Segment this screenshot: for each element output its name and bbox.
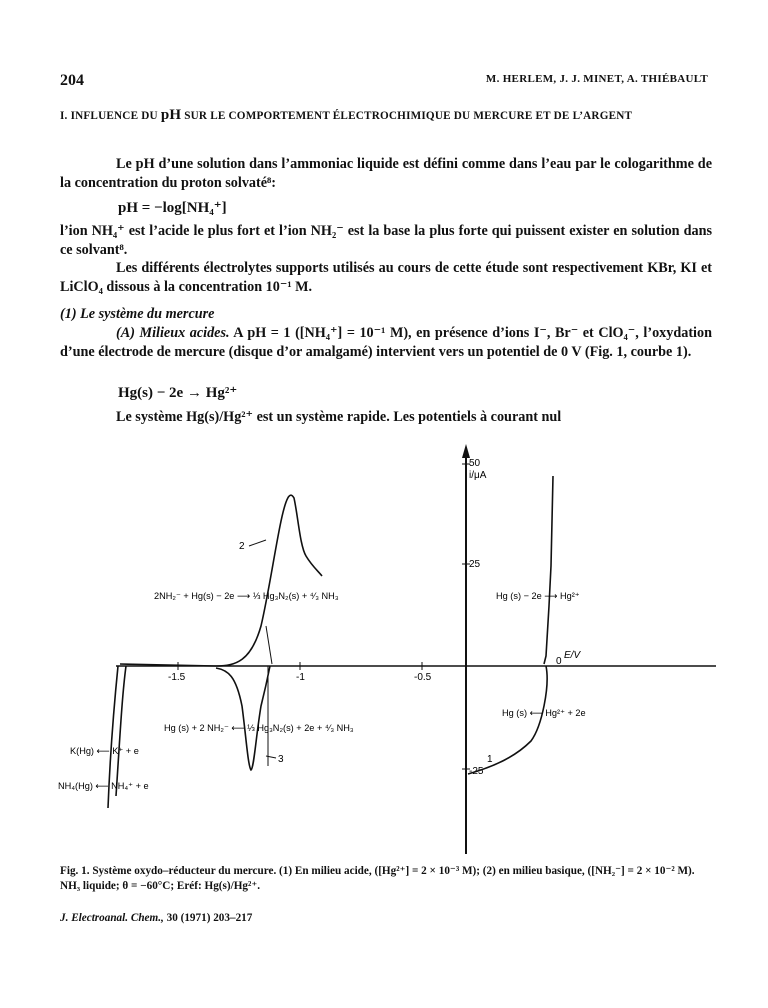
journal-ref: 30 (1971) 203–217 <box>163 912 253 924</box>
section-heading <box>60 108 710 124</box>
body-text: A pH = 1 ([NH₄⁺] = 10⁻¹ M), en présence d’ions I⁻, Br⁻ et ClO₄⁻, l’oxydation d’une électrode de mercure (disque d’or amalgamé) intervient vers un potentiel de 0 V (Fig. 1, courbe 1). <box>60 325 712 360</box>
paragraph-acid-media <box>60 324 712 362</box>
equation-ph: pH = −log[NH₄⁺] <box>118 200 227 216</box>
subsection-title: (1) Le système du mercure <box>60 306 215 322</box>
paragraph-fast-system <box>60 408 712 427</box>
subsection-heading <box>60 305 712 324</box>
curve-1-reduction <box>468 666 547 774</box>
journal-name: J. Electroanal. Chem., <box>60 912 164 924</box>
body-text: l’ion NH₄⁺ est l’acide le plus fort et l’ion NH₂⁻ est la base la plus forte qui puissent exister en solution dans ce solvant⁸. <box>60 223 712 258</box>
annotation-reduction-left: Hg (s) + 2 NH₂⁻ ⟵ ⅓ Hg₃N₂(s) + 2e + ⁴⁄₃ NH₃ <box>164 723 354 733</box>
curve-2 <box>120 495 322 666</box>
paragraph-electrolytes <box>60 259 712 297</box>
annotation-oxidation-left: 2NH₂⁻ + Hg(s) − 2e ⟶ ⅓ Hg₃N₂(s) + ⁴⁄₃ NH₃ <box>154 591 339 601</box>
paragraph-acid-base <box>60 222 712 260</box>
annotation-oxidation-right: Hg (s) − 2e ⟶ Hg²⁺ <box>496 591 580 601</box>
y-tick-label-25: 25 <box>469 559 481 570</box>
curve-label-2: 2 <box>239 541 245 552</box>
section-title-ph: pH <box>160 107 182 123</box>
curve-2-pointer <box>249 540 266 546</box>
figure-1-voltammogram <box>56 436 720 856</box>
body-text: Le système Hg(s)/Hg²⁺ est un système rapide. Les potentiels à courant nul <box>116 409 562 425</box>
annotation-potassium: K(Hg) ⟵ K⁺ + e <box>70 746 139 756</box>
y-axis-arrow <box>462 444 470 458</box>
curve-3 <box>216 666 270 770</box>
body-text: Le pH d’une solution dans l’ammoniac liquide est défini comme dans l’eau par le cologarithme de la concentration du proton solvaté⁸: <box>60 156 712 191</box>
curve-label-1: 1 <box>487 754 493 765</box>
page-number: 204 <box>60 72 84 89</box>
figure-caption: Fig. 1. Système oxydo–réducteur du mercure. (1) En milieu acide, ([Hg²⁺] = 2 × 10⁻³ M); (2) en milieu basique, ([NH₂⁻] = 2 × 10⁻² M). NH₃ liquide; θ = −60°C; Eréf: Hg(s)/Hg²⁺. <box>60 865 695 892</box>
section-title-part-b: SUR LE COMPORTEMENT ÉLECTROCHIMIQUE DU MERCURE ET DE L’ARGENT <box>184 110 633 122</box>
paragraph-ph-definition <box>60 155 712 193</box>
annotation-ammonium: NH₄(Hg) ⟵ NH₄⁺ + e <box>58 781 149 791</box>
x-tick-label: -0.5 <box>414 672 432 683</box>
y-axis-unit: i/μA <box>469 470 487 481</box>
journal-footer <box>60 912 252 924</box>
x-origin-label: 0 <box>556 656 562 667</box>
y-tick-label-50: 50 <box>469 458 481 469</box>
acid-media-label: (A) Milieux acides. <box>116 325 230 341</box>
marker-line <box>266 626 272 664</box>
annotation-reduction-right: Hg (s) ⟵ Hg²⁺ + 2e <box>502 708 586 718</box>
y-tick-label-minus25: -25 <box>469 766 484 777</box>
x-axis-unit: E/V <box>564 650 581 661</box>
equation-hg-oxidation: Hg(s) − 2e → Hg²⁺ <box>118 385 238 401</box>
section-number: I. <box>60 110 68 122</box>
curve-k-reduction <box>116 666 126 796</box>
running-header-authors: M. HERLEM, J. J. MINET, A. THIÉBAULT <box>485 73 708 85</box>
x-tick-label: -1.5 <box>168 672 186 683</box>
section-title-part-a: INFLUENCE DU <box>70 110 158 122</box>
x-tick-label: -1 <box>296 672 305 683</box>
curve-1-oxidation <box>544 476 553 664</box>
body-text: Les différents électrolytes supports utilisés au cours de cette étude sont respectivement KBr, KI et LiClO₄ dissous à la concentration 10⁻¹ M. <box>60 260 712 295</box>
curve-label-3: 3 <box>278 754 284 765</box>
